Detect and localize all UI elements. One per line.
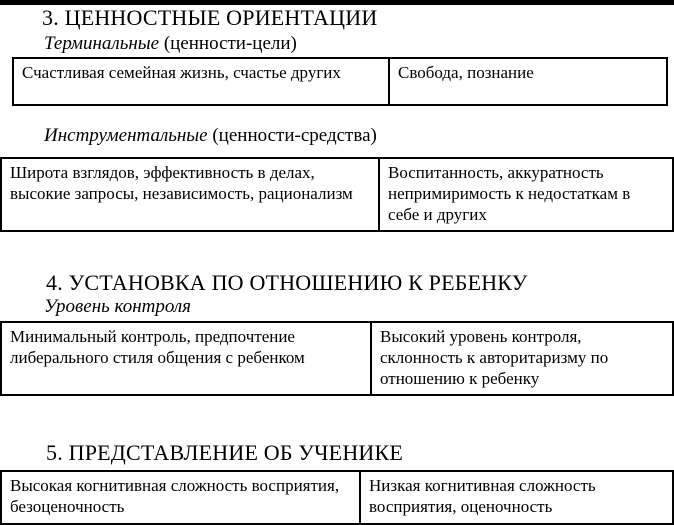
terminal-label-rest: (ценности-цели): [159, 33, 297, 54]
section4-title: 4. УСТАНОВКА ПО ОТНОШЕНИЮ К РЕБЕНКУ: [46, 270, 528, 295]
control-level-table: [0, 321, 674, 396]
terminal-values-label: [44, 33, 297, 55]
control-label-italic: Уровень контроля: [44, 296, 191, 317]
control-left-cell: Минимальный контроль, предпочтение либерального стиля общения с ребенком: [2, 323, 372, 394]
terminal-left-cell: Счастливая семейная жизнь, счастье других: [14, 59, 390, 104]
student-perception-table: [0, 470, 674, 525]
terminal-label-italic: Терминальные: [44, 33, 160, 54]
instrumental-values-table: [0, 157, 674, 232]
student-left-cell: Высокая когнитивная сложность восприятия, безоценочность: [2, 472, 361, 523]
instrumental-label-italic: Инструментальные: [44, 125, 208, 146]
instrumental-values-label: [44, 125, 377, 147]
section3-title: 3. ЦЕННОСТНЫЕ ОРИЕНТАЦИИ: [42, 5, 378, 30]
instrumental-right-cell: Воспитанность, аккуратность непримиримость к недостаткам в себе и других: [388, 163, 631, 224]
control-level-label: [44, 296, 191, 318]
control-right-cell: Высокий уровень контроля, склонность к авторитаризму по отношению к ребенку: [380, 327, 609, 388]
student-right-cell: Низкая когнитивная сложность восприятия, оценочность: [369, 476, 596, 516]
section5-title: 5. ПРЕДСТАВЛЕНИЕ ОБ УЧЕНИКЕ: [46, 440, 404, 465]
terminal-values-table: [12, 57, 668, 106]
instrumental-left-cell: Широта взглядов, эффективность в делах, высокие запросы, независимость, рационализм: [2, 159, 380, 230]
instrumental-label-rest: (ценности-средства): [207, 125, 377, 146]
terminal-right-cell: Свобода, познание: [398, 63, 534, 82]
